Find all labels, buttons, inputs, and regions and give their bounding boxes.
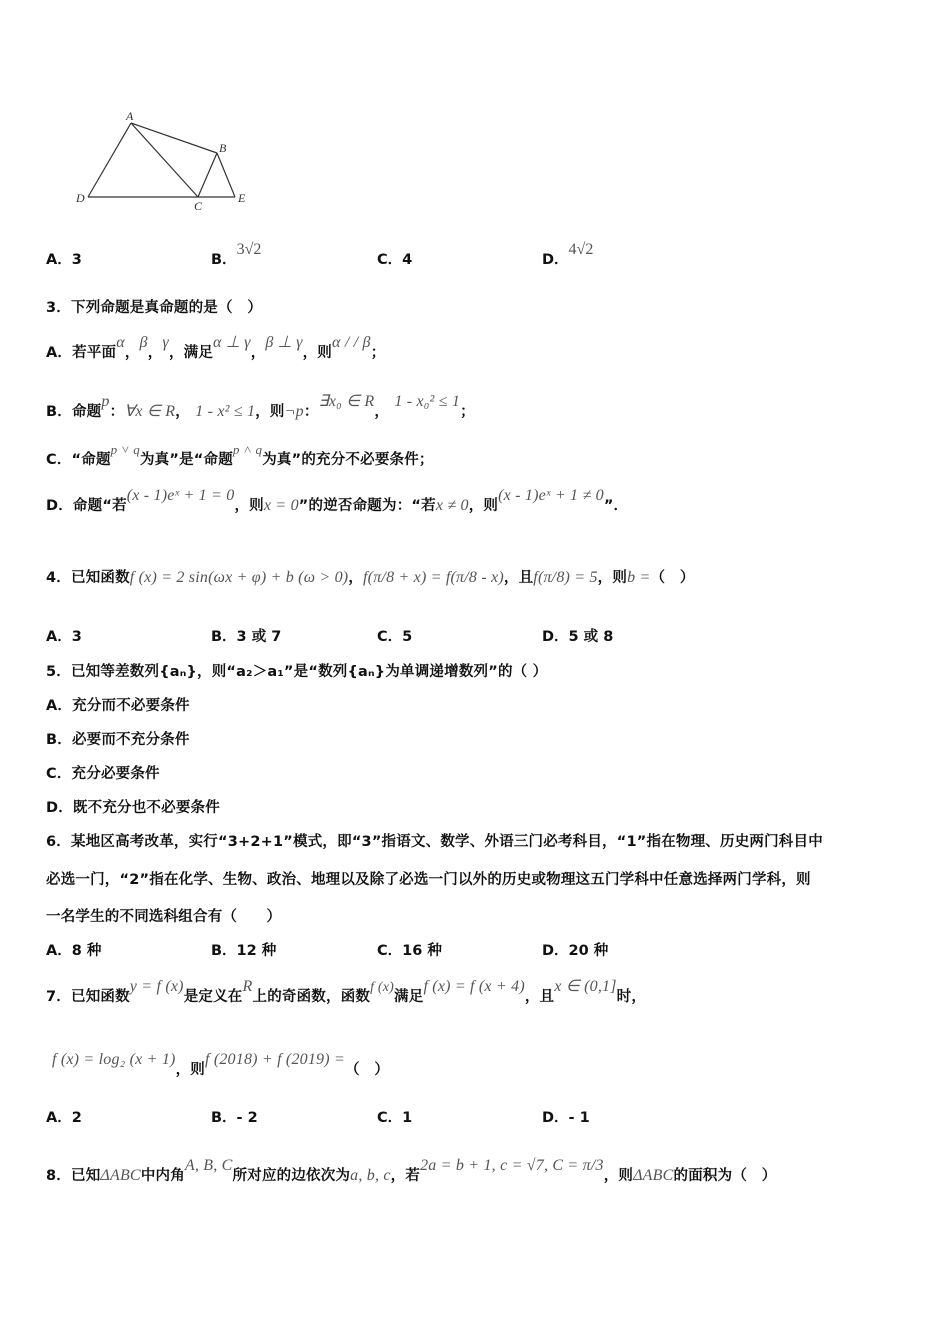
q3-b-then: ，则: [255, 404, 285, 420]
q7-option-c: C．1: [377, 1110, 413, 1126]
q3-a-then: ，则: [302, 345, 333, 361]
q5-option-d: D．既不充分也不必要条件: [46, 800, 220, 816]
q6-option-a: A．8 种: [46, 943, 102, 959]
q6-line-2: 必选一门，“2”指在化学、生物、政治、地理以及除了必选一门以外的历史或物理这五门学科中任意选择两门学科，则: [46, 872, 811, 888]
q4-option-c: C．5: [377, 629, 413, 645]
q3-b-math-forall: ∀x ∈ R: [124, 403, 176, 420]
q7-option-b: B．- 2: [211, 1110, 258, 1126]
q7-math-log: f (x) = log₂ (x + 1): [52, 1051, 176, 1068]
q2-option-c-label: C．: [377, 252, 403, 268]
label-e: E: [238, 191, 246, 205]
q2-option-a-value: 3: [71, 252, 82, 268]
q3-a-prefix: A．若平面: [46, 345, 117, 361]
q4-comma: ，: [348, 570, 364, 586]
q6-option-b: B．12 种: [211, 943, 277, 959]
q3-b-math-ineq: 1 - x² ≤ 1: [195, 403, 256, 420]
q8-math-angles: A, B, C: [184, 1157, 233, 1174]
q7-mid2: 上的奇函数，函数: [252, 989, 371, 1005]
q5-stem: 5．已知等差数列{aₙ}，则“a₂＞a₁”是“数列{aₙ}为单调递增数列”的（ ）: [46, 664, 548, 680]
q8-mid1: 中内角: [140, 1168, 185, 1184]
q2-option-b: [211, 241, 262, 269]
q3-c-mid: 为真”是“命题: [139, 452, 233, 468]
q3-b-math-ineq2: 1 - x₀² ≤ 1: [394, 393, 461, 410]
q3-d-then: ，则: [234, 498, 264, 514]
q3-a-math-alpha: α: [116, 334, 125, 351]
q3-c-math-or: p ˅ q: [110, 442, 140, 457]
q2-option-a-label: A．: [46, 252, 72, 268]
q8-math-triangle-2: ΔABC: [633, 1167, 674, 1184]
q7-math-y: y = f (x): [129, 978, 184, 995]
q3-a-math-cond1: α ⊥ γ: [213, 334, 251, 351]
q3-a-math-concl: α / / β: [332, 334, 371, 351]
q7-end1: 时，: [616, 989, 647, 1005]
q4-option-b: B．3 或 7: [211, 629, 282, 645]
q7-then: ，则: [175, 1062, 205, 1078]
q4-math-symmetry: f(π/8 + x) = f(π/8 - x): [363, 569, 504, 586]
q3-b-colon: ：: [109, 404, 125, 420]
q2-option-d-label: D．: [542, 252, 569, 268]
label-b: B: [219, 141, 227, 155]
q7-math-period: f (x) = f (x + 4): [423, 978, 525, 995]
q4-stem: [46, 566, 695, 587]
q3-a-math-gamma: γ: [162, 334, 169, 351]
q3-d-math-eq: (x - 1)eˣ + 1 = 0: [126, 487, 235, 504]
q3-stem: 3．下列命题是真命题的是（ ）: [46, 300, 263, 316]
q3-d-math-xne0: x ≠ 0: [435, 497, 469, 514]
q4-math-b: b =: [627, 569, 651, 586]
q3-b-math-p: p: [101, 393, 110, 410]
q8-mid3: ，若: [390, 1168, 421, 1184]
q7-end2: （ ）: [344, 1062, 390, 1078]
q2-option-c-value: 4: [402, 252, 413, 268]
q7-stem-line-2: [52, 1051, 390, 1079]
q2-option-a: [46, 248, 82, 269]
q4-end: （ ）: [650, 570, 695, 586]
q4-math-function: f (x) = 2 sin(ωx + φ) + b (ω > 0): [129, 569, 349, 586]
q7-prefix: 7．已知函数: [46, 989, 130, 1005]
q3-d-mid: ”的逆否命题为：“若: [298, 498, 436, 514]
segment-cb: [198, 153, 217, 197]
q7-math-sum: f (2018) + f (2019) =: [204, 1051, 345, 1068]
q3-c-prefix: C．“命题: [46, 452, 111, 468]
q8-math-sides: a, b, c: [350, 1167, 391, 1184]
q3-b-math-notp: ¬p: [284, 403, 304, 420]
q3-a-mid: ，满足: [168, 345, 214, 361]
q7-stem-line-1: [46, 978, 647, 1006]
q2-option-b-label: B．: [211, 252, 237, 268]
q3-d-math-x0: x = 0: [263, 497, 299, 514]
q6-line-3: 一名学生的不同选科组合有（ ）: [46, 909, 282, 925]
label-d: D: [76, 191, 85, 205]
q3-option-d: [46, 487, 629, 515]
segment-be: [217, 153, 235, 197]
q3-d-then2: ，则: [468, 498, 499, 514]
triangle-figure: [70, 108, 260, 218]
q2-option-d-value: 4√2: [568, 241, 594, 258]
q3-b-math-exists: ∃x₀ ∈ R: [318, 393, 375, 410]
q3-a-end: ；: [370, 345, 386, 361]
q7-math-interval: x ∈ (0,1]: [554, 978, 617, 995]
q8-math-conditions: 2a = b + 1, c = √7, C = π/3: [420, 1157, 604, 1174]
q8-stem: [46, 1157, 777, 1185]
q5-option-b: B．必要而不充分条件: [46, 732, 190, 748]
q7-mid1: 是定义在: [183, 989, 243, 1005]
q7-math-fx: f (x): [370, 980, 395, 995]
q8-math-triangle: ΔABC: [100, 1167, 141, 1184]
q3-a-math-cond2: β ⊥ γ: [265, 334, 303, 351]
q3-d-math-ne: (x - 1)eˣ + 1 ≠ 0: [498, 487, 604, 504]
q2-option-d: [542, 241, 594, 269]
q3-d-prefix: D．命题“若: [46, 498, 127, 514]
q3-b-colon2: ：: [303, 404, 319, 420]
q6-line-1: 6．某地区高考改革，实行“3+2+1”模式，即“3”指语文、数学、外语三门必考科目，“1”指在物理、历史两门科目中: [46, 834, 823, 850]
q3-c-math-and: p ˄ q: [232, 442, 263, 457]
q7-option-d: D．- 1: [542, 1110, 590, 1126]
label-c: C: [194, 199, 203, 213]
q8-end: 的面积为（ ）: [673, 1168, 777, 1184]
q6-option-d: D．20 种: [542, 943, 609, 959]
segment-da: [88, 123, 131, 197]
q4-option-d: D．5 或 8: [542, 629, 614, 645]
q8-prefix: 8．已知: [46, 1168, 101, 1184]
q3-option-c: [46, 442, 434, 469]
q2-option-b-value: 3√2: [236, 241, 262, 258]
q4-prefix: 4．已知函数: [46, 570, 130, 586]
q3-a-math-beta: β: [139, 334, 148, 351]
q2-option-c: [377, 248, 412, 269]
q7-math-r: R: [242, 978, 253, 995]
q3-b-prefix: B．命题: [46, 404, 102, 420]
q4-then: ，则: [597, 570, 628, 586]
q7-mid3: 满足: [394, 989, 424, 1005]
q4-option-a: A．3: [46, 629, 82, 645]
q8-mid4: ，则: [603, 1168, 634, 1184]
q3-d-end: ”．: [603, 498, 629, 514]
q4-and: ，且: [503, 570, 534, 586]
q7-and: ，且: [524, 989, 555, 1005]
q7-option-a: A．2: [46, 1110, 82, 1126]
label-a: A: [126, 109, 134, 123]
q4-math-value: f(π/8) = 5: [533, 569, 598, 586]
q3-c-end: 为真”的充分不必要条件；: [262, 452, 434, 468]
q3-b-end: ；: [460, 404, 475, 420]
q8-mid2: 所对应的边依次为: [232, 1168, 351, 1184]
q5-option-a: A．充分而不必要条件: [46, 698, 190, 714]
q6-option-c: C．16 种: [377, 943, 442, 959]
q5-option-c: C．充分必要条件: [46, 766, 160, 782]
q3-option-b: B．命题p：∀x ∈ R， 1 - x² ≤ 1，则¬p：∃x₀ ∈ R， 1 - x₀² ≤ 1；: [46, 393, 475, 420]
q3-option-a: A．若平面α，β，γ，满足α ⊥ γ，β ⊥ γ，则α / / β；: [46, 334, 386, 361]
